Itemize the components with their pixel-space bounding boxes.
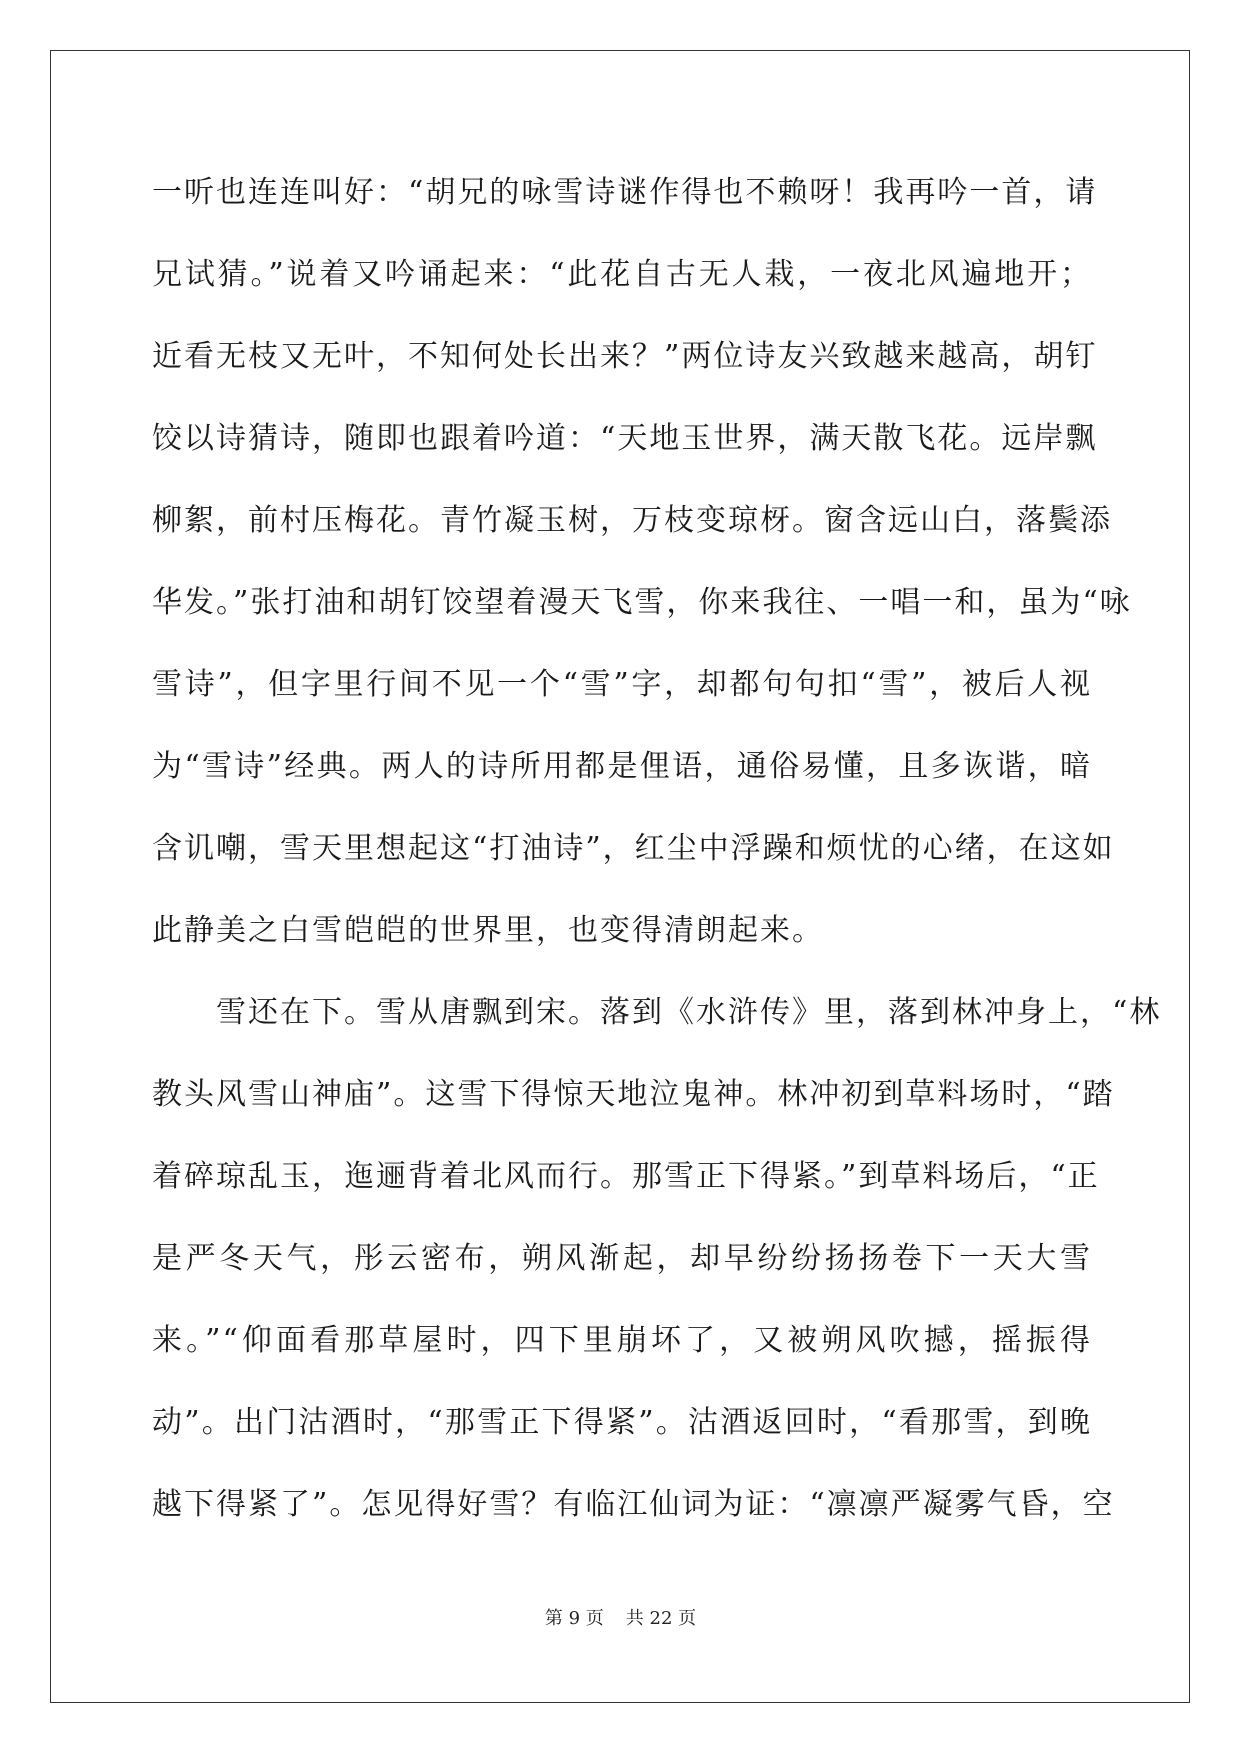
text-line: 含讥嘲，雪天里想起这“打油诗”，红尘中浮躁和烦忧的心绪，在这如 [152,831,1115,866]
page-total: 共 22 页 [625,1608,697,1629]
text-line: 兄试猜。”说着又吟诵起来：“此花自古无人栽，一夜北风遍地开； [152,257,1092,292]
text-line: 动”。出门沽酒时，“那雪正下得紧”。沽酒返回时，“看那雪，到晚 [152,1405,1092,1440]
text-line: 柳絮，前村压梅花。青竹凝玉树，万枝变琼枒。窗含远山白，落鬓添 [152,503,1112,538]
text-line: 为“雪诗”经典。两人的诗所用都是俚语，通俗易懂，且多诙谐，暗 [152,749,1092,784]
text-line: 饺以诗猜诗，随即也跟着吟道：“天地玉世界，满天散飞花。远岸飘 [152,421,1098,456]
page-number: 第 9 页 [544,1608,604,1629]
page-footer [0,1604,1241,1630]
text-line: 一听也连连叫好：“胡兄的咏雪诗谜作得也不赖呀！我再吟一首，请 [152,175,1098,210]
text-line: 是严冬天气，彤云密布，朔风渐起，却早纷纷扬扬卷下一天大雪 [152,1241,1092,1276]
text-line: 此静美之白雪皑皑的世界里，也变得清朗起来。 [152,913,824,948]
text-line: 雪诗”，但字里行间不见一个“雪”字，却都句句扣“雪”，被后人视 [152,667,1092,702]
text-line: 越下得紧了”。怎见得好雪？有临江仙词为证：“凛凛严凝雾气昏，空 [152,1487,1115,1522]
text-line: 教头风雪山神庙”。这雪下得惊天地泣鬼神。林冲初到草料场时，“踏 [152,1077,1115,1112]
text-line: 来。”“仰面看那草屋时，四下里崩坏了，又被朔风吹撼，摇振得 [152,1323,1092,1358]
text-line: 近看无枝又无叶，不知何处长出来？”两位诗友兴致越来越高，胡钉 [152,339,1098,374]
text-line: 雪还在下。雪从唐飘到宋。落到《水浒传》里，落到林冲身上，“林 [152,995,1162,1030]
paragraph-1 [152,158,1132,978]
document-body [152,158,1162,1552]
text-line: 着碎琼乱玉，迤逦背着北风而行。那雪正下得紧。”到草料场后，“正 [152,1159,1100,1194]
paragraph-2 [152,978,1162,1552]
text-line: 华发。”张打油和胡钉饺望着漫天飞雪，你来我往、一唱一和，虽为“咏 [152,585,1132,620]
